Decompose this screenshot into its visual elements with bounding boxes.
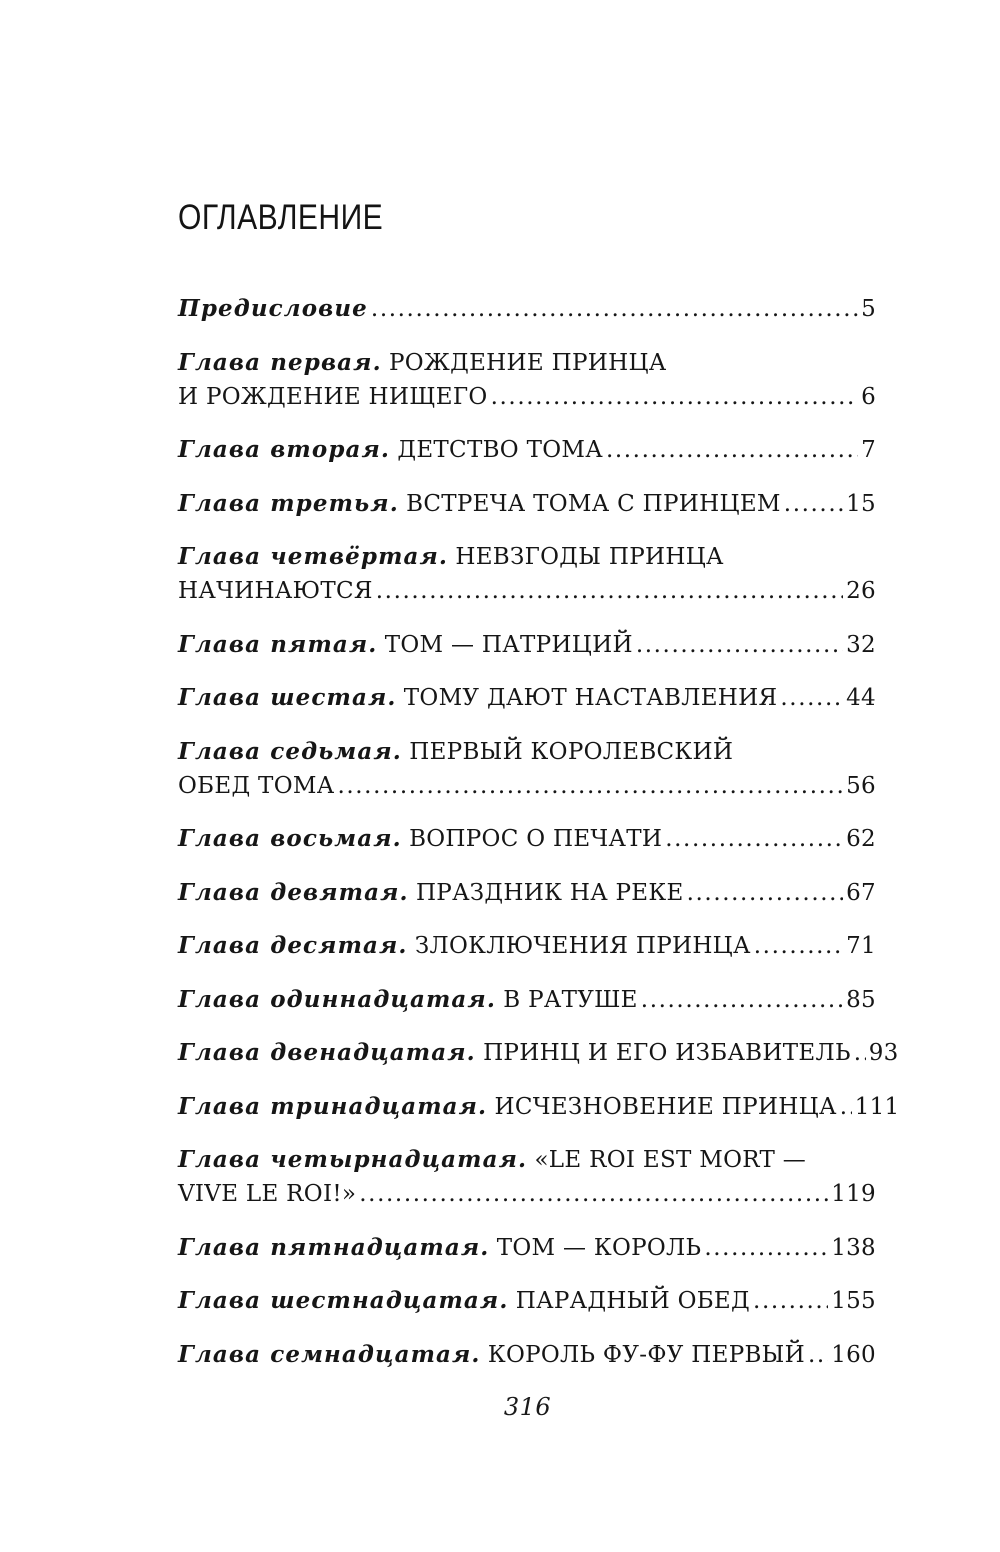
page-number: 138: [831, 1234, 876, 1261]
page-number: 160: [831, 1341, 876, 1368]
chapter-title: ДЕТСТВО ТОМА: [397, 437, 603, 463]
folio-page-number: 316: [503, 1393, 552, 1421]
chapter-title: ПАРАДНЫЙ ОБЕД: [515, 1288, 751, 1314]
dot-leader: [665, 822, 843, 856]
toc-entry: [178, 681, 876, 715]
page-number: 26: [846, 578, 876, 604]
chapter-label: Глава четвёртая.: [178, 543, 449, 570]
chapter-title: ЗЛОКЛЮЧЕНИЯ ПРИНЦА: [414, 933, 751, 959]
chapter-label: Предисловие: [178, 295, 368, 322]
page-number: 6: [861, 383, 876, 410]
chapter-label: Глава первая.: [178, 348, 382, 376]
toc-entry: [178, 628, 876, 662]
chapter-title-continued: ОБЕД ТОМА: [178, 772, 335, 799]
dot-leader: [840, 1090, 852, 1124]
toc-entry: [178, 346, 876, 414]
chapter-title: В РАТУШЕ: [503, 986, 638, 1013]
chapter-label: Глава третья.: [178, 489, 399, 517]
chapter-label: Глава двенадцатая.: [178, 1039, 476, 1066]
dot-leader: [784, 487, 843, 521]
chapter-title: ТОМ — КОРОЛЬ: [496, 1234, 702, 1261]
chapter-label: Глава пятнадцатая.: [178, 1233, 490, 1261]
dot-leader: [337, 769, 843, 803]
chapter-label: Глава вторая.: [178, 436, 391, 463]
page-number: 56: [846, 772, 876, 799]
chapter-label: Глава четырнадцатая.: [178, 1146, 528, 1173]
dot-leader: [491, 380, 858, 414]
dot-leader: [854, 1036, 866, 1070]
chapter-title: КОРОЛЬ ФУ-ФУ ПЕРВЫЙ: [487, 1341, 805, 1368]
page-number: 5: [861, 296, 876, 322]
toc-list: [178, 292, 900, 1391]
toc-entry: [178, 1231, 876, 1265]
chapter-label: Глава шестнадцатая.: [178, 1287, 509, 1314]
toc-entry: [178, 1284, 876, 1318]
chapter-title: ТОМ — ПАТРИЦИЙ: [384, 631, 633, 658]
toc-entry: [178, 735, 876, 803]
chapter-label: Глава седьмая.: [178, 737, 402, 765]
chapter-title: «LE ROI EST MORT —: [534, 1147, 807, 1173]
chapter-title: ВОПРОС О ПЕЧАТИ: [409, 826, 663, 852]
toc-entry: [178, 1090, 900, 1124]
toc-entry: [178, 983, 876, 1017]
chapter-title: ПРИНЦ И ЕГО ИЗБАВИТЕЛЬ: [483, 1040, 851, 1066]
chapter-title: ПРАЗДНИК НА РЕКЕ: [415, 879, 684, 906]
chapter-label: Глава пятая.: [178, 630, 378, 658]
chapter-title: ВСТРЕЧА ТОМА С ПРИНЦЕМ: [406, 490, 781, 517]
toc-entry: [178, 876, 876, 910]
dot-leader: [754, 929, 843, 963]
page-number: 155: [831, 1288, 876, 1314]
page-number: 71: [846, 933, 876, 959]
dot-leader: [371, 292, 858, 326]
dot-leader: [376, 574, 843, 608]
chapter-title: ПЕРВЫЙ КОРОЛЕВСКИЙ: [409, 738, 734, 765]
chapter-label: Глава восьмая.: [178, 825, 402, 852]
chapter-title-continued: И РОЖДЕНИЕ НИЩЕГО: [178, 383, 488, 410]
page-number: 93: [868, 1040, 899, 1066]
chapter-label: Глава тринадцатая.: [178, 1092, 488, 1120]
dot-leader: [606, 433, 858, 467]
toc-entry: [178, 822, 876, 856]
page-number: 111: [854, 1093, 900, 1120]
chapter-title: ИСЧЕЗНОВЕНИЕ ПРИНЦА: [494, 1093, 837, 1120]
chapter-title: НЕВЗГОДЫ ПРИНЦА: [455, 544, 724, 570]
chapter-label: Глава девятая.: [178, 878, 409, 906]
dot-leader: [808, 1338, 828, 1372]
dot-leader: [753, 1284, 828, 1318]
chapter-label: Глава шестая.: [178, 684, 397, 711]
dot-leader: [687, 876, 844, 910]
toc-entry: [178, 292, 876, 326]
toc-entry: [178, 487, 876, 521]
dot-leader: [704, 1231, 828, 1265]
page-number: 119: [831, 1181, 876, 1207]
dot-leader: [636, 628, 843, 662]
chapter-title: ТОМУ ДАЮТ НАСТАВЛЕНИЯ: [403, 685, 778, 711]
toc-entry: [178, 929, 876, 963]
page-number: 15: [846, 490, 876, 517]
dot-leader: [359, 1177, 828, 1211]
page-number: 7: [861, 437, 876, 463]
page-number: 67: [846, 879, 876, 906]
chapter-label: Глава десятая.: [178, 932, 408, 959]
toc-entry: [178, 540, 876, 608]
toc-entry: [178, 1143, 876, 1211]
chapter-label: Глава одиннадцатая.: [178, 985, 496, 1013]
chapter-title-continued: НАЧИНАЮТСЯ: [178, 578, 373, 604]
page-number: 62: [846, 826, 876, 852]
dot-leader: [641, 983, 843, 1017]
dot-leader: [780, 681, 843, 715]
page-number: 85: [846, 986, 876, 1013]
chapter-label: Глава семнадцатая.: [178, 1340, 481, 1368]
toc-entry: [178, 1036, 899, 1070]
chapter-title: РОЖДЕНИЕ ПРИНЦА: [389, 349, 667, 376]
page-number: 32: [846, 631, 876, 658]
page-number: 44: [846, 685, 876, 711]
toc-heading: ОГЛАВЛЕНИЕ: [178, 198, 384, 237]
toc-entry: [178, 1338, 876, 1372]
chapter-title-continued: VIVE LE ROI!»: [178, 1181, 357, 1207]
toc-entry: [178, 433, 876, 467]
